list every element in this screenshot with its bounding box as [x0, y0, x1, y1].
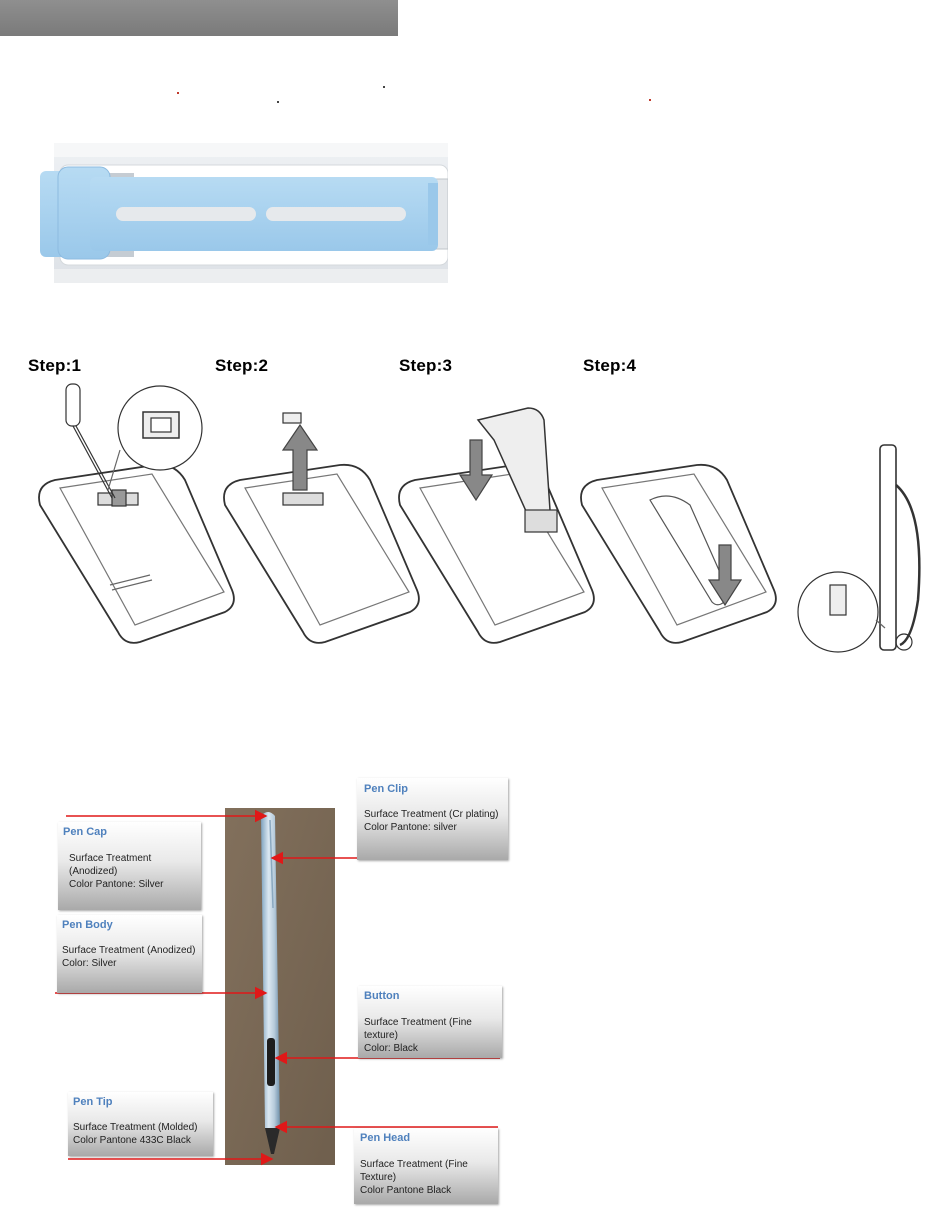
callout-line: (Anodized) [69, 866, 118, 877]
pen-body-callout [57, 915, 202, 993]
pen-head-callout [354, 1128, 498, 1204]
step-2-label: Step:2 [215, 356, 269, 375]
pen-tip-callout [68, 1092, 213, 1156]
callout-line: Surface Treatment (Molded) [73, 1122, 198, 1133]
callout-title: Pen Cap [63, 826, 108, 838]
callout-title: Pen Tip [73, 1096, 113, 1108]
step-3-label: Step:3 [399, 356, 453, 375]
callout-line: Surface Treatment (Anodized) [62, 945, 196, 956]
callout-line: Color: Black [364, 1043, 418, 1054]
callout-line: Surface Treatment [69, 853, 152, 864]
callout-line: Surface Treatment (Fine [364, 1017, 472, 1028]
callout-title: Pen Clip [364, 783, 409, 795]
pen-cap-callout [58, 822, 201, 910]
button-callout [358, 986, 502, 1058]
callout-title: Pen Head [360, 1132, 411, 1144]
step-4-label: Step:4 [583, 356, 637, 375]
callout-title: Button [364, 990, 400, 1002]
callout-line: Color Pantone 433C Black [73, 1135, 191, 1146]
callout-line: Surface Treatment (Cr plating) [364, 809, 499, 820]
callout-line: Color Pantone: silver [364, 822, 457, 833]
callout-line: Color: Silver [62, 958, 117, 969]
step-1-label: Step:1 [28, 356, 82, 375]
pen-clip-callout [357, 778, 508, 860]
callout-title: Pen Body [62, 919, 113, 931]
callout-line: texture) [364, 1030, 398, 1041]
callout-line: Color Pantone: Silver [69, 879, 164, 890]
callout-line: Texture) [360, 1172, 397, 1183]
callout-line: Color Pantone Black [360, 1185, 452, 1196]
callout-line: Surface Treatment (Fine [360, 1159, 468, 1170]
